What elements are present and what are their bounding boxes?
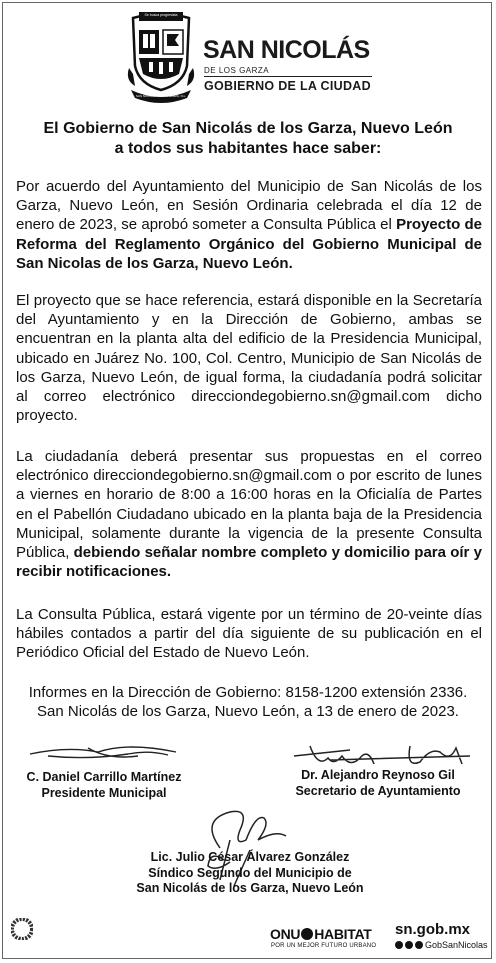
un-logo-right: HABITAT xyxy=(314,926,372,942)
paragraph-availability: El proyecto que se hace referencia, estará disponible en la Secretaría del Ayuntamiento y en la Dirección de Gobierno, ambas se encuentran en la planta alta del edificio de la Presidencia Municipal, ubicado en Juárez No. 100, Col. Centro, Municipio de San Nicolás de los Garza, Nuevo León, de igual forma, la ciudadanía podrá solicitar al correo electrónico direcciondegobierno.sn@gmail.com dicho proyecto. xyxy=(16,292,482,425)
signature-block-president xyxy=(24,770,184,801)
social-handle[interactable]: GobSanNicolas xyxy=(425,940,488,950)
city-logo xyxy=(125,8,371,108)
brand-name: SAN NICOLÁS xyxy=(203,36,370,64)
un-logo-left: ONU xyxy=(270,926,301,942)
paragraph-proposals-text: La ciudadanía deberá presentar sus propuestas en el correo electrónico direcciondegobierno.sn@gmail.com o por escrito de lunes a viernes en horario de 8:00 a 16:00 horas en la Oficialía de Partes en el Pabellón Ciudadano ubicado en la planta baja de la Presidencia Municipal, solamente durante la vigencia de la presente Consulta Pública, xyxy=(16,448,482,562)
signer-title: Presidente Municipal xyxy=(41,785,167,800)
signer-name: Lic. Julio César Álvarez González xyxy=(150,850,350,864)
info-line-1: Informes en la Dirección de Gobierno: 8158-1200 extensión 2336. xyxy=(28,684,468,701)
un-habitat-tagline: POR UN MEJOR FUTURO URBANO xyxy=(271,943,377,949)
brand-subtitle: DE LOS GARZA xyxy=(204,66,270,75)
signer-title-line-1: Síndico Segundo del Municipio de xyxy=(148,865,352,880)
un-habitat-logo xyxy=(270,926,371,942)
signature-block-syndic xyxy=(110,850,390,897)
instagram-icon[interactable] xyxy=(415,941,423,949)
paragraph-info xyxy=(12,683,484,721)
signature-scribble-1 xyxy=(28,738,178,768)
paragraph-validity: La Consulta Pública, estará vigente por un término de 20-veinte días hábiles contados a partir del día siguiente de su publicación en el Periódico Oficial del Estado de Nuevo León. xyxy=(16,606,482,662)
globe-icon xyxy=(301,928,313,940)
signer-name: Dr. Alejandro Reynoso Gil xyxy=(301,768,455,782)
paragraph-agreement-bold: Proyecto de Reforma del Reglamento Orgánico del Gobierno Municipal de San Nicolas de los Garza, Nuevo León. xyxy=(16,216,482,272)
facebook-icon[interactable] xyxy=(395,941,403,949)
paragraph-agreement xyxy=(16,177,482,273)
signature-block-secretary xyxy=(278,768,478,799)
shield-motto: Se busca progresista xyxy=(144,13,178,17)
shield-icon xyxy=(125,8,197,104)
headline-line-1: El Gobierno de San Nicolás de los Garza, Nuevo León xyxy=(43,120,453,137)
signer-name: C. Daniel Carrillo Martínez xyxy=(26,770,182,784)
sdg-wheel-icon xyxy=(11,918,33,940)
signer-title-line-2: San Nicolás de los Garza, Nuevo León xyxy=(136,881,364,895)
shield-banner: SAN NICOLÁS DE LOS GARZA, N.L. xyxy=(135,94,187,98)
paragraph-proposals xyxy=(16,447,482,581)
signer-title: Secretario de Ayuntamiento xyxy=(295,783,461,798)
brand-government: GOBIERNO DE LA CIUDAD xyxy=(204,79,371,93)
brand-divider xyxy=(204,76,372,77)
twitter-icon[interactable] xyxy=(405,941,413,949)
info-line-2: San Nicolás de los Garza, Nuevo León, a 13 de enero de 2023. xyxy=(37,703,459,721)
headline-line-2: a todos sus habitantes hace saber: xyxy=(114,140,382,157)
paragraph-proposals-bold: debiendo señalar nombre completo y domicilio para oír y recibir notificaciones. xyxy=(16,544,482,581)
paragraph-agreement-text: Por acuerdo del Ayuntamiento del Municipio de San Nicolás de los Garza, Nuevo León, en Sesión Ordinaria celebrada el día 12 de enero de 2023, se aprobó someter a Consulta Pública el xyxy=(16,178,482,234)
website-url[interactable]: sn.gob.mx xyxy=(395,921,471,938)
social-links xyxy=(395,940,488,950)
notice-headline xyxy=(20,119,476,159)
